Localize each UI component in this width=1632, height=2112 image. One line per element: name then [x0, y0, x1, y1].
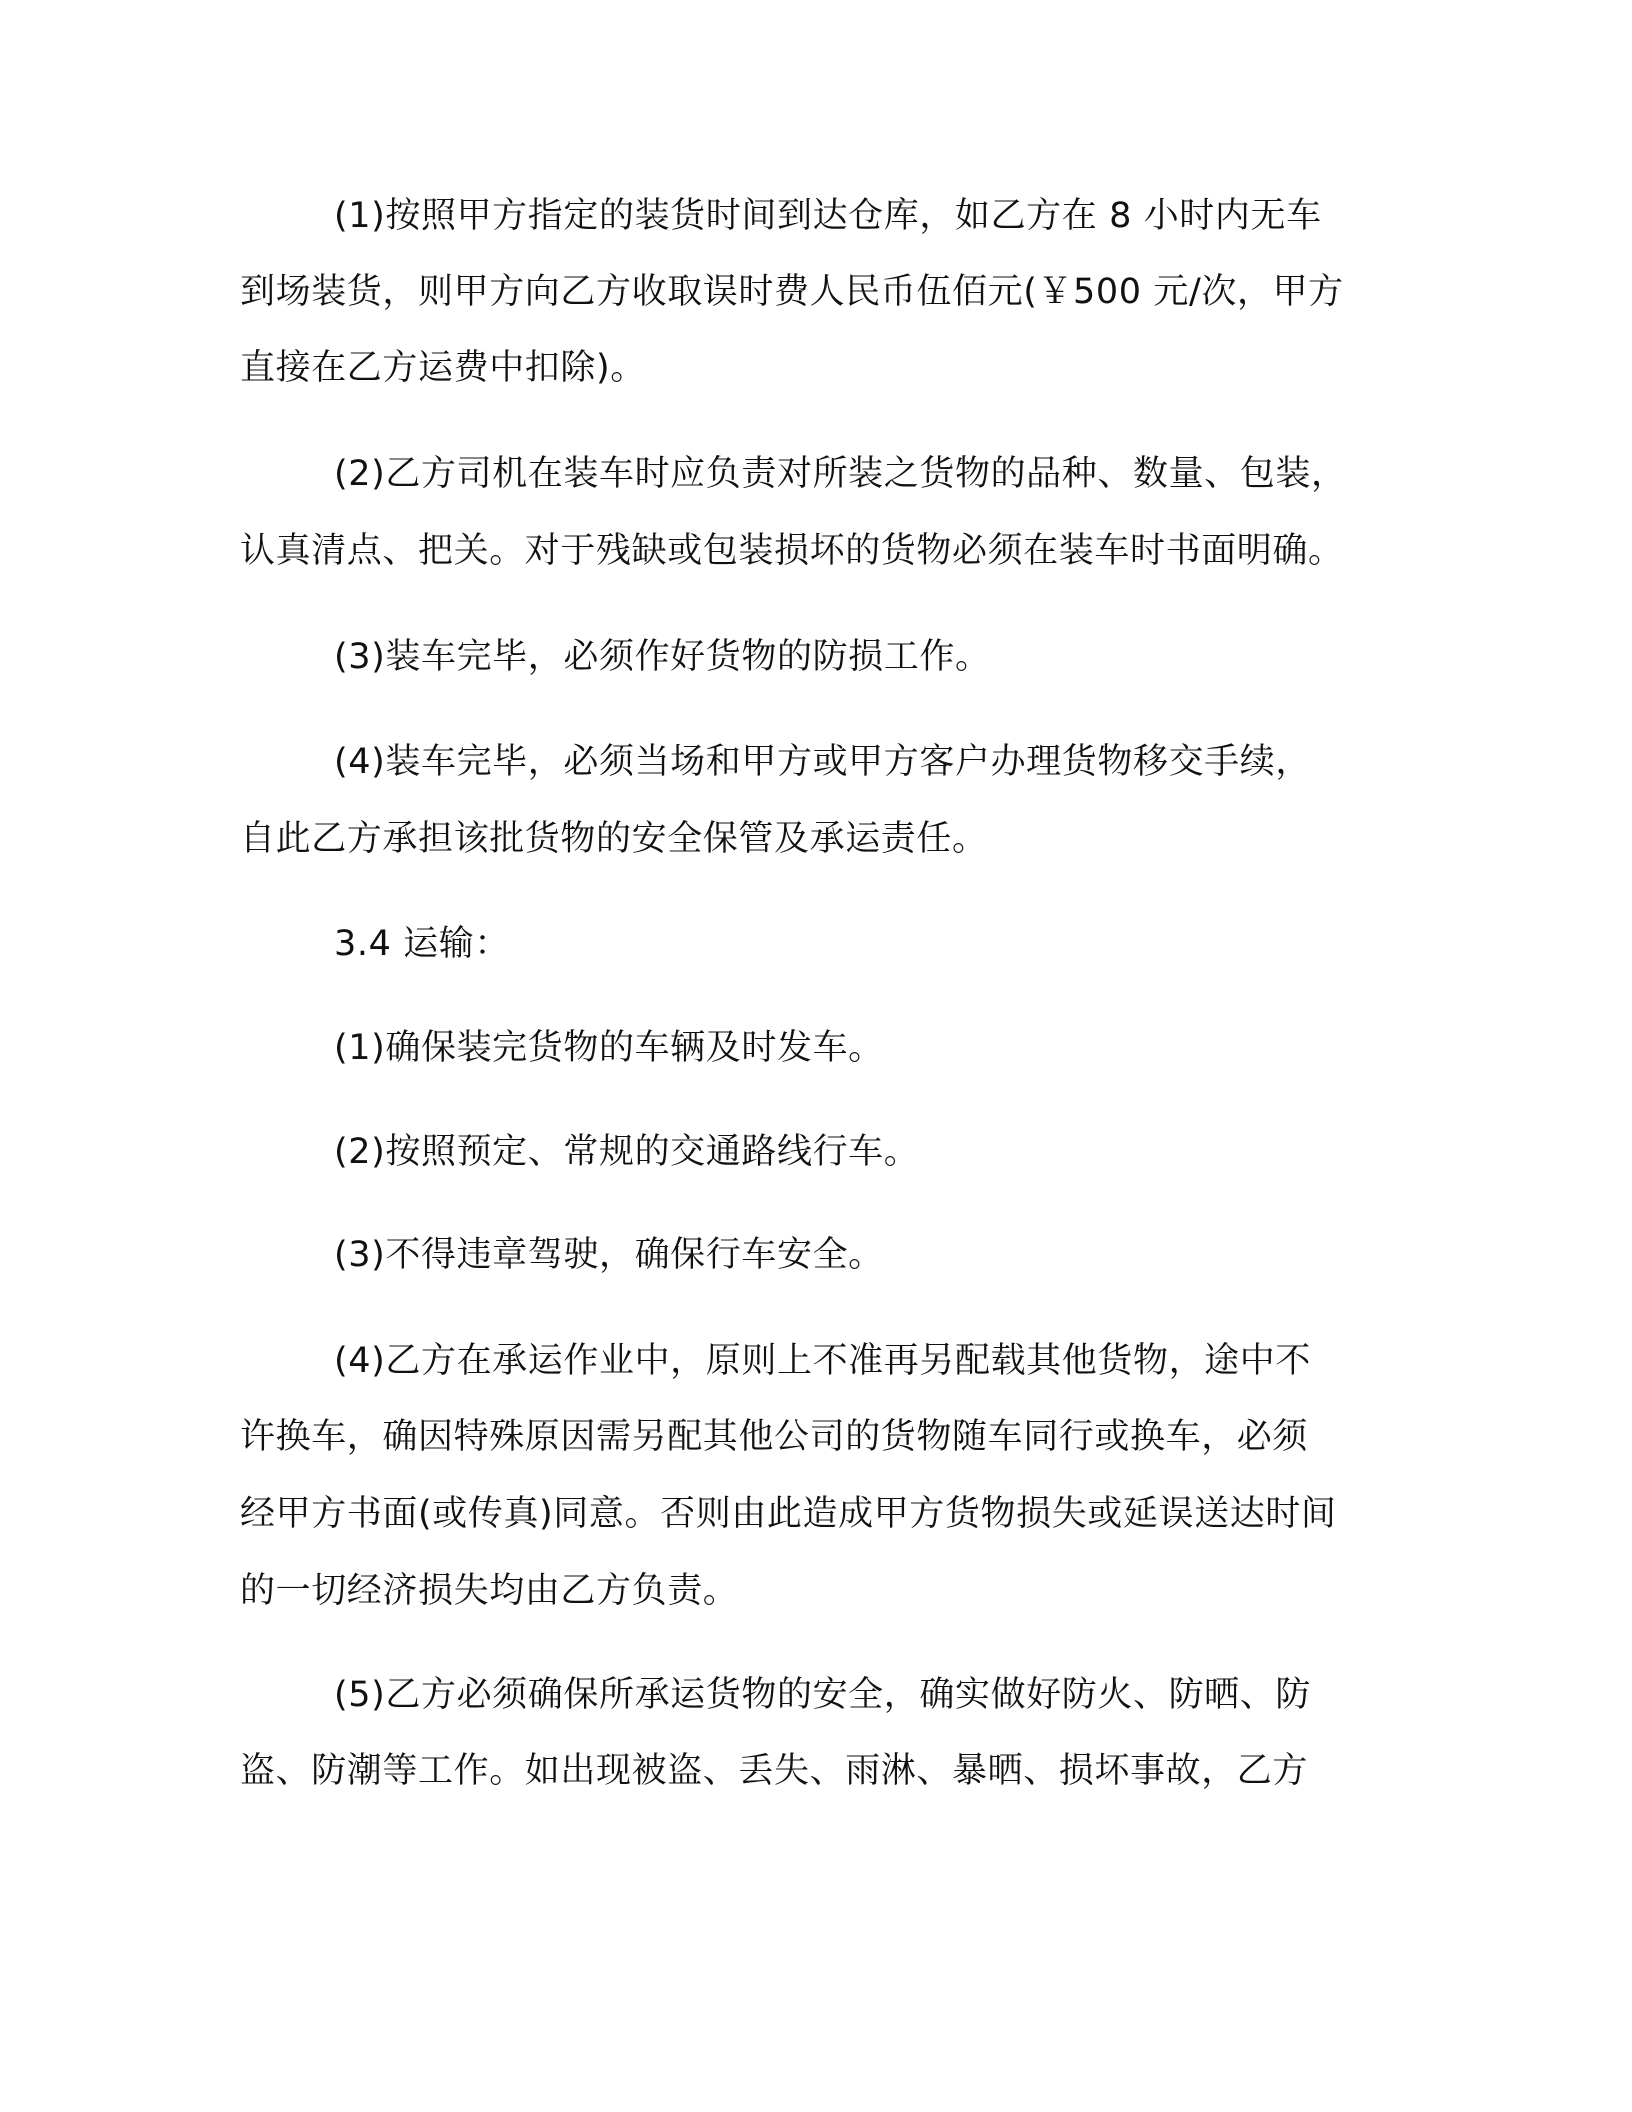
transport-item-3: (3)不得违章驾驶，确保行车安全。 [334, 1235, 884, 1275]
paragraph-2-line-2: 认真清点、把关。对于残缺或包装损坏的货物必须在装车时书面明确。 [240, 531, 1344, 571]
paragraph-4-line-1: (4)装车完毕，必须当场和甲方或甲方客户办理货物移交手续， [334, 742, 1311, 782]
section-heading: 3.4 运输： [334, 924, 510, 964]
paragraph-2-line-1: (2)乙方司机在装车时应负责对所装之货物的品种、数量、包装， [334, 454, 1347, 494]
transport-item-1: (1)确保装完货物的车辆及时发车。 [334, 1028, 884, 1068]
transport-item-2: (2)按照预定、常规的交通路线行车。 [334, 1132, 920, 1172]
transport-item-4-line-2: 许换车，确因特殊原因需另配其他公司的货物随车同行或换车，必须 [240, 1417, 1309, 1457]
paragraph-1-line-2: 到场装货，则甲方向乙方收取误时费人民币伍佰元(￥500 元/次，甲方 [240, 272, 1344, 312]
paragraph-3-line-1: (3)装车完毕，必须作好货物的防损工作。 [334, 637, 991, 677]
paragraph-1-line-3: 直接在乙方运费中扣除)。 [240, 348, 646, 388]
paragraph-4-line-2: 自此乙方承担该批货物的安全保管及承运责任。 [240, 819, 988, 859]
transport-item-5-line-1: (5)乙方必须确保所承运货物的安全，确实做好防火、防晒、防 [334, 1675, 1311, 1715]
transport-item-4-line-1: (4)乙方在承运作业中，原则上不准再另配载其他货物，途中不 [334, 1341, 1311, 1381]
transport-item-4-line-4: 的一切经济损失均由乙方负责。 [240, 1571, 739, 1611]
paragraph-1-line-1: (1)按照甲方指定的装货时间到达仓库，如乙方在 8 小时内无车 [334, 196, 1322, 236]
transport-item-5-line-2: 盗、防潮等工作。如出现被盗、丢失、雨淋、暴晒、损坏事故，乙方 [240, 1751, 1309, 1791]
transport-item-4-line-3: 经甲方书面(或传真)同意。否则由此造成甲方货物损失或延误送达时间 [240, 1494, 1337, 1534]
